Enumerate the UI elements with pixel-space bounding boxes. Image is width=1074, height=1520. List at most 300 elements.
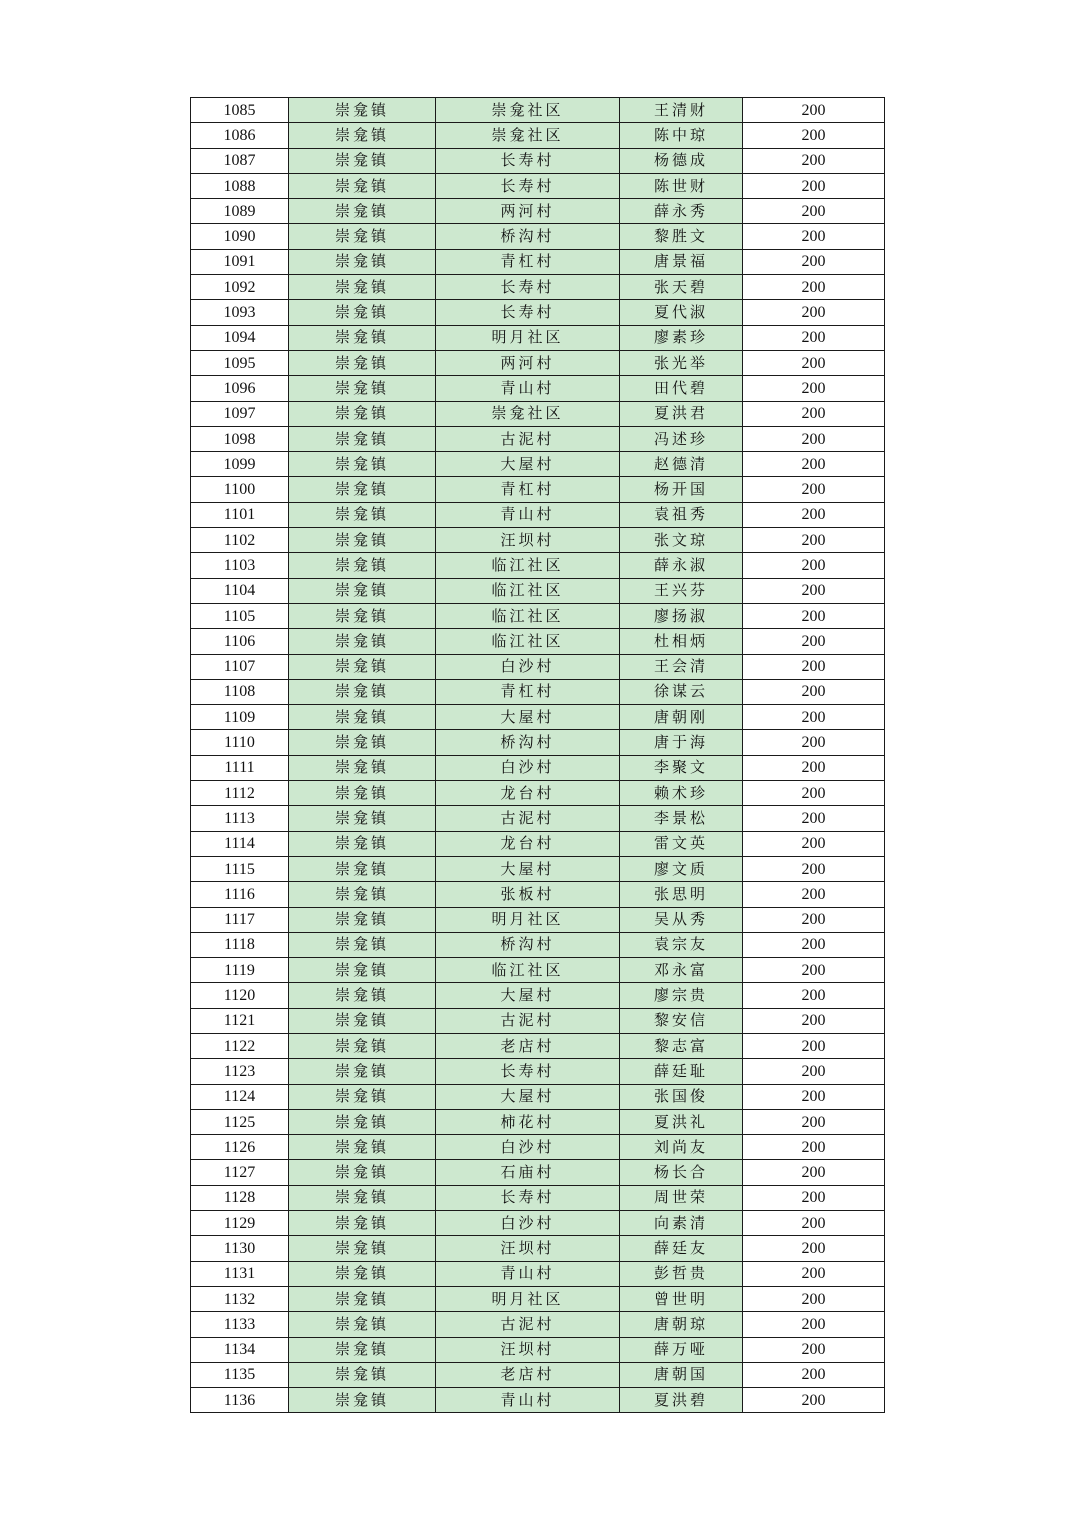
table-row xyxy=(191,781,885,806)
village-cell: 临江社区 xyxy=(436,958,620,983)
row-number-cell: 1104 xyxy=(191,578,289,603)
amount-cell: 200 xyxy=(743,1033,885,1058)
amount-cell: 200 xyxy=(743,831,885,856)
table-row xyxy=(191,932,885,957)
amount-cell: 200 xyxy=(743,224,885,249)
amount-cell: 200 xyxy=(743,1388,885,1413)
village-cell: 大屋村 xyxy=(436,856,620,881)
village-cell: 桥沟村 xyxy=(436,730,620,755)
table-row xyxy=(191,705,885,730)
amount-cell: 200 xyxy=(743,679,885,704)
town-cell: 崇龛镇 xyxy=(289,1185,436,1210)
amount-cell: 200 xyxy=(743,426,885,451)
name-cell: 薛廷友 xyxy=(620,1236,743,1261)
table-row xyxy=(191,98,885,123)
row-number-cell: 1119 xyxy=(191,958,289,983)
row-number-cell: 1129 xyxy=(191,1211,289,1236)
name-cell: 廖宗贵 xyxy=(620,983,743,1008)
row-number-cell: 1126 xyxy=(191,1135,289,1160)
name-cell: 夏洪君 xyxy=(620,401,743,426)
row-number-cell: 1116 xyxy=(191,882,289,907)
village-cell: 老店村 xyxy=(436,1033,620,1058)
row-number-cell: 1108 xyxy=(191,679,289,704)
town-cell: 崇龛镇 xyxy=(289,98,436,123)
row-number-cell: 1110 xyxy=(191,730,289,755)
amount-cell: 200 xyxy=(743,1261,885,1286)
village-cell: 长寿村 xyxy=(436,300,620,325)
village-cell: 龙台村 xyxy=(436,781,620,806)
town-cell: 崇龛镇 xyxy=(289,1135,436,1160)
table-row xyxy=(191,477,885,502)
amount-cell: 200 xyxy=(743,325,885,350)
row-number-cell: 1130 xyxy=(191,1236,289,1261)
town-cell: 崇龛镇 xyxy=(289,300,436,325)
village-cell: 老店村 xyxy=(436,1362,620,1387)
name-cell: 廖文质 xyxy=(620,856,743,881)
row-number-cell: 1103 xyxy=(191,553,289,578)
name-cell: 王兴芬 xyxy=(620,578,743,603)
town-cell: 崇龛镇 xyxy=(289,1160,436,1185)
name-cell: 张文琼 xyxy=(620,528,743,553)
village-cell: 大屋村 xyxy=(436,452,620,477)
name-cell: 唐于海 xyxy=(620,730,743,755)
row-number-cell: 1113 xyxy=(191,806,289,831)
amount-cell: 200 xyxy=(743,654,885,679)
table-row xyxy=(191,907,885,932)
row-number-cell: 1088 xyxy=(191,173,289,198)
village-cell: 石庙村 xyxy=(436,1160,620,1185)
amount-cell: 200 xyxy=(743,123,885,148)
table-row xyxy=(191,1236,885,1261)
row-number-cell: 1131 xyxy=(191,1261,289,1286)
table-row xyxy=(191,1211,885,1236)
town-cell: 崇龛镇 xyxy=(289,426,436,451)
row-number-cell: 1102 xyxy=(191,528,289,553)
village-cell: 青杠村 xyxy=(436,679,620,704)
row-number-cell: 1092 xyxy=(191,275,289,300)
name-cell: 唐朝琼 xyxy=(620,1312,743,1337)
village-cell: 汪坝村 xyxy=(436,528,620,553)
table-row xyxy=(191,629,885,654)
amount-cell: 200 xyxy=(743,578,885,603)
name-cell: 薛廷耻 xyxy=(620,1059,743,1084)
name-cell: 李聚文 xyxy=(620,755,743,780)
table-row xyxy=(191,730,885,755)
table-row xyxy=(191,426,885,451)
amount-cell: 200 xyxy=(743,907,885,932)
village-cell: 明月社区 xyxy=(436,1286,620,1311)
town-cell: 崇龛镇 xyxy=(289,1236,436,1261)
village-cell: 两河村 xyxy=(436,199,620,224)
row-number-cell: 1094 xyxy=(191,325,289,350)
table-row xyxy=(191,983,885,1008)
amount-cell: 200 xyxy=(743,603,885,628)
row-number-cell: 1089 xyxy=(191,199,289,224)
row-number-cell: 1120 xyxy=(191,983,289,1008)
town-cell: 崇龛镇 xyxy=(289,654,436,679)
town-cell: 崇龛镇 xyxy=(289,350,436,375)
table-row xyxy=(191,502,885,527)
table-row xyxy=(191,679,885,704)
town-cell: 崇龛镇 xyxy=(289,502,436,527)
row-number-cell: 1085 xyxy=(191,98,289,123)
table-row xyxy=(191,1388,885,1413)
village-cell: 白沙村 xyxy=(436,1211,620,1236)
row-number-cell: 1098 xyxy=(191,426,289,451)
table-row xyxy=(191,1008,885,1033)
name-cell: 陈世财 xyxy=(620,173,743,198)
town-cell: 崇龛镇 xyxy=(289,705,436,730)
table-row xyxy=(191,1362,885,1387)
table-row xyxy=(191,173,885,198)
table-row xyxy=(191,148,885,173)
table-row xyxy=(191,199,885,224)
village-cell: 古泥村 xyxy=(436,806,620,831)
name-cell: 夏洪礼 xyxy=(620,1109,743,1134)
row-number-cell: 1114 xyxy=(191,831,289,856)
amount-cell: 200 xyxy=(743,629,885,654)
amount-cell: 200 xyxy=(743,300,885,325)
village-cell: 龙台村 xyxy=(436,831,620,856)
amount-cell: 200 xyxy=(743,477,885,502)
table-row xyxy=(191,603,885,628)
row-number-cell: 1124 xyxy=(191,1084,289,1109)
amount-cell: 200 xyxy=(743,553,885,578)
table-row xyxy=(191,249,885,274)
town-cell: 崇龛镇 xyxy=(289,1362,436,1387)
row-number-cell: 1091 xyxy=(191,249,289,274)
name-cell: 张思明 xyxy=(620,882,743,907)
table-row xyxy=(191,578,885,603)
table-body xyxy=(191,98,885,1413)
town-cell: 崇龛镇 xyxy=(289,806,436,831)
name-cell: 雷文英 xyxy=(620,831,743,856)
name-cell: 黎志富 xyxy=(620,1033,743,1058)
table-row xyxy=(191,1084,885,1109)
amount-cell: 200 xyxy=(743,1084,885,1109)
village-cell: 明月社区 xyxy=(436,907,620,932)
village-cell: 柿花村 xyxy=(436,1109,620,1134)
town-cell: 崇龛镇 xyxy=(289,325,436,350)
village-cell: 青山村 xyxy=(436,1388,620,1413)
village-cell: 大屋村 xyxy=(436,705,620,730)
village-cell: 长寿村 xyxy=(436,148,620,173)
name-cell: 夏代淑 xyxy=(620,300,743,325)
name-cell: 杨德成 xyxy=(620,148,743,173)
name-cell: 刘尚友 xyxy=(620,1135,743,1160)
town-cell: 崇龛镇 xyxy=(289,730,436,755)
town-cell: 崇龛镇 xyxy=(289,452,436,477)
name-cell: 薛永秀 xyxy=(620,199,743,224)
row-number-cell: 1093 xyxy=(191,300,289,325)
name-cell: 彭哲贵 xyxy=(620,1261,743,1286)
town-cell: 崇龛镇 xyxy=(289,123,436,148)
village-cell: 古泥村 xyxy=(436,1008,620,1033)
village-cell: 古泥村 xyxy=(436,1312,620,1337)
name-cell: 廖扬淑 xyxy=(620,603,743,628)
amount-cell: 200 xyxy=(743,98,885,123)
table-row xyxy=(191,1109,885,1134)
row-number-cell: 1121 xyxy=(191,1008,289,1033)
amount-cell: 200 xyxy=(743,806,885,831)
village-cell: 青山村 xyxy=(436,502,620,527)
town-cell: 崇龛镇 xyxy=(289,1211,436,1236)
village-cell: 临江社区 xyxy=(436,553,620,578)
table-row xyxy=(191,856,885,881)
village-cell: 张板村 xyxy=(436,882,620,907)
amount-cell: 200 xyxy=(743,1008,885,1033)
table-row xyxy=(191,553,885,578)
amount-cell: 200 xyxy=(743,1236,885,1261)
village-cell: 桥沟村 xyxy=(436,932,620,957)
table-row xyxy=(191,275,885,300)
village-cell: 崇龛社区 xyxy=(436,123,620,148)
name-cell: 吴从秀 xyxy=(620,907,743,932)
town-cell: 崇龛镇 xyxy=(289,224,436,249)
row-number-cell: 1127 xyxy=(191,1160,289,1185)
village-cell: 崇龛社区 xyxy=(436,401,620,426)
amount-cell: 200 xyxy=(743,1109,885,1134)
name-cell: 杨长合 xyxy=(620,1160,743,1185)
table-row xyxy=(191,1312,885,1337)
name-cell: 徐谋云 xyxy=(620,679,743,704)
amount-cell: 200 xyxy=(743,882,885,907)
row-number-cell: 1086 xyxy=(191,123,289,148)
amount-cell: 200 xyxy=(743,856,885,881)
row-number-cell: 1090 xyxy=(191,224,289,249)
town-cell: 崇龛镇 xyxy=(289,1337,436,1362)
town-cell: 崇龛镇 xyxy=(289,148,436,173)
amount-cell: 200 xyxy=(743,1312,885,1337)
name-cell: 唐朝国 xyxy=(620,1362,743,1387)
name-cell: 赖术珍 xyxy=(620,781,743,806)
row-number-cell: 1135 xyxy=(191,1362,289,1387)
amount-cell: 200 xyxy=(743,932,885,957)
row-number-cell: 1100 xyxy=(191,477,289,502)
village-cell: 崇龛社区 xyxy=(436,98,620,123)
row-number-cell: 1134 xyxy=(191,1337,289,1362)
village-cell: 青杠村 xyxy=(436,477,620,502)
village-cell: 临江社区 xyxy=(436,603,620,628)
table-row xyxy=(191,1286,885,1311)
row-number-cell: 1107 xyxy=(191,654,289,679)
name-cell: 黎安信 xyxy=(620,1008,743,1033)
row-number-cell: 1136 xyxy=(191,1388,289,1413)
table-row xyxy=(191,958,885,983)
amount-cell: 200 xyxy=(743,1185,885,1210)
name-cell: 王清财 xyxy=(620,98,743,123)
village-cell: 桥沟村 xyxy=(436,224,620,249)
table-row xyxy=(191,123,885,148)
row-number-cell: 1115 xyxy=(191,856,289,881)
row-number-cell: 1101 xyxy=(191,502,289,527)
town-cell: 崇龛镇 xyxy=(289,1059,436,1084)
row-number-cell: 1097 xyxy=(191,401,289,426)
row-number-cell: 1112 xyxy=(191,781,289,806)
town-cell: 崇龛镇 xyxy=(289,907,436,932)
amount-cell: 200 xyxy=(743,1135,885,1160)
village-cell: 临江社区 xyxy=(436,629,620,654)
amount-cell: 200 xyxy=(743,755,885,780)
village-cell: 大屋村 xyxy=(436,1084,620,1109)
village-cell: 大屋村 xyxy=(436,983,620,1008)
amount-cell: 200 xyxy=(743,401,885,426)
row-number-cell: 1111 xyxy=(191,755,289,780)
amount-cell: 200 xyxy=(743,1211,885,1236)
row-number-cell: 1133 xyxy=(191,1312,289,1337)
amount-cell: 200 xyxy=(743,1160,885,1185)
town-cell: 崇龛镇 xyxy=(289,932,436,957)
village-cell: 临江社区 xyxy=(436,578,620,603)
village-cell: 古泥村 xyxy=(436,426,620,451)
village-cell: 汪坝村 xyxy=(436,1337,620,1362)
name-cell: 邓永富 xyxy=(620,958,743,983)
table-row xyxy=(191,1337,885,1362)
row-number-cell: 1087 xyxy=(191,148,289,173)
name-cell: 张国俊 xyxy=(620,1084,743,1109)
town-cell: 崇龛镇 xyxy=(289,376,436,401)
row-number-cell: 1099 xyxy=(191,452,289,477)
name-cell: 周世荣 xyxy=(620,1185,743,1210)
amount-cell: 200 xyxy=(743,528,885,553)
town-cell: 崇龛镇 xyxy=(289,679,436,704)
town-cell: 崇龛镇 xyxy=(289,1261,436,1286)
amount-cell: 200 xyxy=(743,199,885,224)
name-cell: 张光举 xyxy=(620,350,743,375)
amount-cell: 200 xyxy=(743,376,885,401)
name-cell: 杨开国 xyxy=(620,477,743,502)
amount-cell: 200 xyxy=(743,958,885,983)
table-row xyxy=(191,1033,885,1058)
town-cell: 崇龛镇 xyxy=(289,1388,436,1413)
table-row xyxy=(191,224,885,249)
name-cell: 袁宗友 xyxy=(620,932,743,957)
name-cell: 廖素珍 xyxy=(620,325,743,350)
village-cell: 青杠村 xyxy=(436,249,620,274)
village-cell: 两河村 xyxy=(436,350,620,375)
name-cell: 黎胜文 xyxy=(620,224,743,249)
amount-cell: 200 xyxy=(743,452,885,477)
town-cell: 崇龛镇 xyxy=(289,275,436,300)
name-cell: 唐景福 xyxy=(620,249,743,274)
town-cell: 崇龛镇 xyxy=(289,882,436,907)
row-number-cell: 1123 xyxy=(191,1059,289,1084)
table-row xyxy=(191,755,885,780)
town-cell: 崇龛镇 xyxy=(289,1008,436,1033)
amount-cell: 200 xyxy=(743,148,885,173)
village-cell: 汪坝村 xyxy=(436,1236,620,1261)
amount-cell: 200 xyxy=(743,1362,885,1387)
town-cell: 崇龛镇 xyxy=(289,603,436,628)
table-row xyxy=(191,1059,885,1084)
amount-cell: 200 xyxy=(743,730,885,755)
town-cell: 崇龛镇 xyxy=(289,983,436,1008)
amount-cell: 200 xyxy=(743,502,885,527)
name-cell: 曾世明 xyxy=(620,1286,743,1311)
name-cell: 夏洪碧 xyxy=(620,1388,743,1413)
village-cell: 长寿村 xyxy=(436,1059,620,1084)
town-cell: 崇龛镇 xyxy=(289,831,436,856)
name-cell: 袁祖秀 xyxy=(620,502,743,527)
amount-cell: 200 xyxy=(743,983,885,1008)
village-cell: 白沙村 xyxy=(436,755,620,780)
amount-cell: 200 xyxy=(743,249,885,274)
table-row xyxy=(191,1160,885,1185)
town-cell: 崇龛镇 xyxy=(289,401,436,426)
name-cell: 向素清 xyxy=(620,1211,743,1236)
name-cell: 陈中琼 xyxy=(620,123,743,148)
town-cell: 崇龛镇 xyxy=(289,1286,436,1311)
town-cell: 崇龛镇 xyxy=(289,1084,436,1109)
town-cell: 崇龛镇 xyxy=(289,629,436,654)
row-number-cell: 1117 xyxy=(191,907,289,932)
town-cell: 崇龛镇 xyxy=(289,1033,436,1058)
table-row xyxy=(191,806,885,831)
town-cell: 崇龛镇 xyxy=(289,1312,436,1337)
town-cell: 崇龛镇 xyxy=(289,553,436,578)
village-cell: 明月社区 xyxy=(436,325,620,350)
village-cell: 青山村 xyxy=(436,376,620,401)
row-number-cell: 1106 xyxy=(191,629,289,654)
amount-cell: 200 xyxy=(743,705,885,730)
village-cell: 长寿村 xyxy=(436,1185,620,1210)
table-row xyxy=(191,376,885,401)
village-cell: 白沙村 xyxy=(436,654,620,679)
table-row xyxy=(191,831,885,856)
row-number-cell: 1095 xyxy=(191,350,289,375)
name-cell: 田代碧 xyxy=(620,376,743,401)
amount-cell: 200 xyxy=(743,781,885,806)
town-cell: 崇龛镇 xyxy=(289,578,436,603)
table-row xyxy=(191,654,885,679)
table-row xyxy=(191,882,885,907)
row-number-cell: 1125 xyxy=(191,1109,289,1134)
table-row xyxy=(191,528,885,553)
town-cell: 崇龛镇 xyxy=(289,477,436,502)
row-number-cell: 1118 xyxy=(191,932,289,957)
name-cell: 唐朝刚 xyxy=(620,705,743,730)
town-cell: 崇龛镇 xyxy=(289,528,436,553)
name-cell: 冯述珍 xyxy=(620,426,743,451)
amount-cell: 200 xyxy=(743,1059,885,1084)
town-cell: 崇龛镇 xyxy=(289,755,436,780)
town-cell: 崇龛镇 xyxy=(289,958,436,983)
amount-cell: 200 xyxy=(743,1337,885,1362)
village-cell: 长寿村 xyxy=(436,275,620,300)
subsidy-list-table xyxy=(190,97,885,1413)
table-row xyxy=(191,452,885,477)
table-row xyxy=(191,300,885,325)
row-number-cell: 1096 xyxy=(191,376,289,401)
table-row xyxy=(191,1261,885,1286)
town-cell: 崇龛镇 xyxy=(289,856,436,881)
village-cell: 青山村 xyxy=(436,1261,620,1286)
town-cell: 崇龛镇 xyxy=(289,249,436,274)
row-number-cell: 1128 xyxy=(191,1185,289,1210)
village-cell: 长寿村 xyxy=(436,173,620,198)
town-cell: 崇龛镇 xyxy=(289,173,436,198)
row-number-cell: 1132 xyxy=(191,1286,289,1311)
amount-cell: 200 xyxy=(743,350,885,375)
name-cell: 李景松 xyxy=(620,806,743,831)
amount-cell: 200 xyxy=(743,1286,885,1311)
name-cell: 杜相炳 xyxy=(620,629,743,654)
town-cell: 崇龛镇 xyxy=(289,781,436,806)
table-row xyxy=(191,350,885,375)
town-cell: 崇龛镇 xyxy=(289,199,436,224)
table-row xyxy=(191,325,885,350)
table-row xyxy=(191,1135,885,1160)
